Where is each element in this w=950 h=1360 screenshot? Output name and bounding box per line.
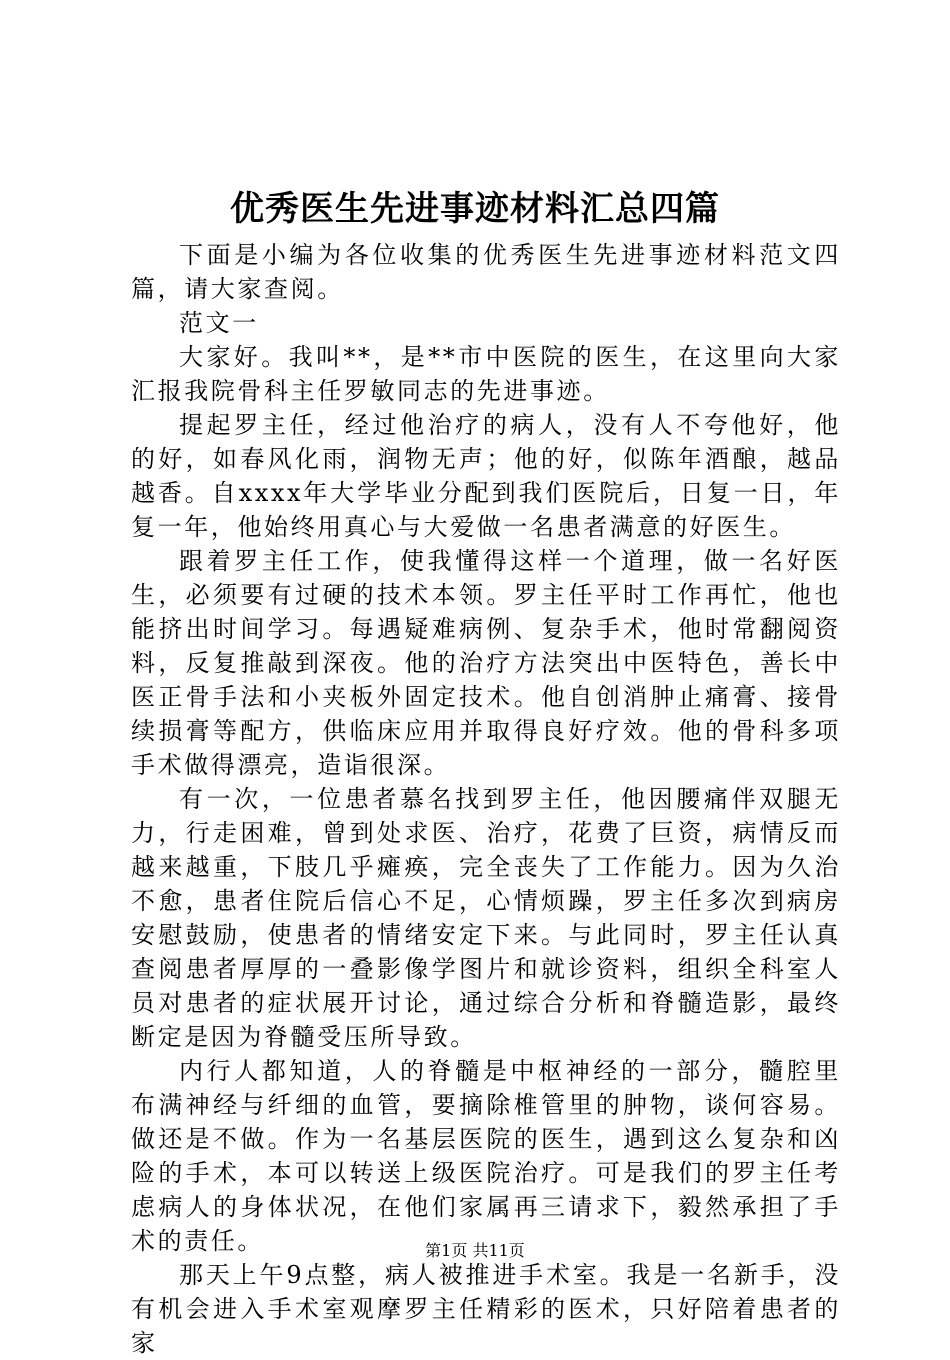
- paragraph: 有一次，一位患者慕名找到罗主任，他因腰痛伴双腿无力，行走困难，曾到处求医、治疗，花费了巨资，病情反而越来越重，下肢几乎瘫痪，完全丧失了工作能力。因为久治不愈，患者住院后信心不足，心情烦躁，罗主任多次到病房安慰鼓励，使患者的情绪安定下来。与此同时，罗主任认真查阅患者厚厚的一叠影像学图片和就诊资料，组织全科室人员对患者的症状展开讨论，通过综合分析和脊髓造影，最终断定是因为脊髓受压所导致。: [131, 785, 841, 1051]
- paragraph: 跟着罗主任工作，使我懂得这样一个道理，做一名好医生，必须要有过硬的技术本领。罗主任平时工作再忙，他也能挤出时间学习。每遇疑难病例、复杂手术，他时常翻阅资料，反复推敲到深夜。他的治疗方法突出中医特色，善长中医正骨手法和小夹板外固定技术。他自创消肿止痛膏、接骨续损膏等配方，供临床应用并取得良好疗效。他的骨科多项手术做得漂亮，造诣很深。: [131, 547, 841, 779]
- document-body: [131, 238, 841, 1360]
- paragraph: 内行人都知道，人的脊髓是中枢神经的一部分，髓腔里布满神经与纤细的血管，要摘除椎管里的肿物，谈何容易。做还是不做。作为一名基层医院的医生，遇到这么复杂和凶险的手术，本可以转送上级医院治疗。可是我们的罗主任考虑病人的身体状况，在他们家属再三请求下，毅然承担了手术的责任。: [131, 1057, 841, 1255]
- page-number-footer: 第1页 共11页: [425, 1241, 525, 1260]
- paragraph-intro: 下面是小编为各位收集的优秀医生先进事迹材料范文四篇，请大家查阅。: [131, 241, 841, 303]
- paragraph: 大家好。我叫**，是**市中医院的医生，在这里向大家汇报我院骨科主任罗敏同志的先进事迹。: [131, 343, 841, 405]
- document-title: 优秀医生先进事迹材料汇总四篇: [230, 189, 720, 229]
- paragraph: 提起罗主任，经过他治疗的病人，没有人不夸他好，他的好，如春风化雨，润物无声；他的好，似陈年酒酿，越品越香。自xxxx年大学毕业分配到我们医院后，日复一日，年复一年，他始终用真心与大爱做一名患者满意的好医生。: [131, 411, 841, 541]
- paragraph: 那天上午9点整，病人被推进手术室。我是一名新手，没有机会进入手术室观摩罗主任精彩的医术，只好陪着患者的家: [131, 1261, 841, 1357]
- section-heading: 范文一: [179, 309, 259, 337]
